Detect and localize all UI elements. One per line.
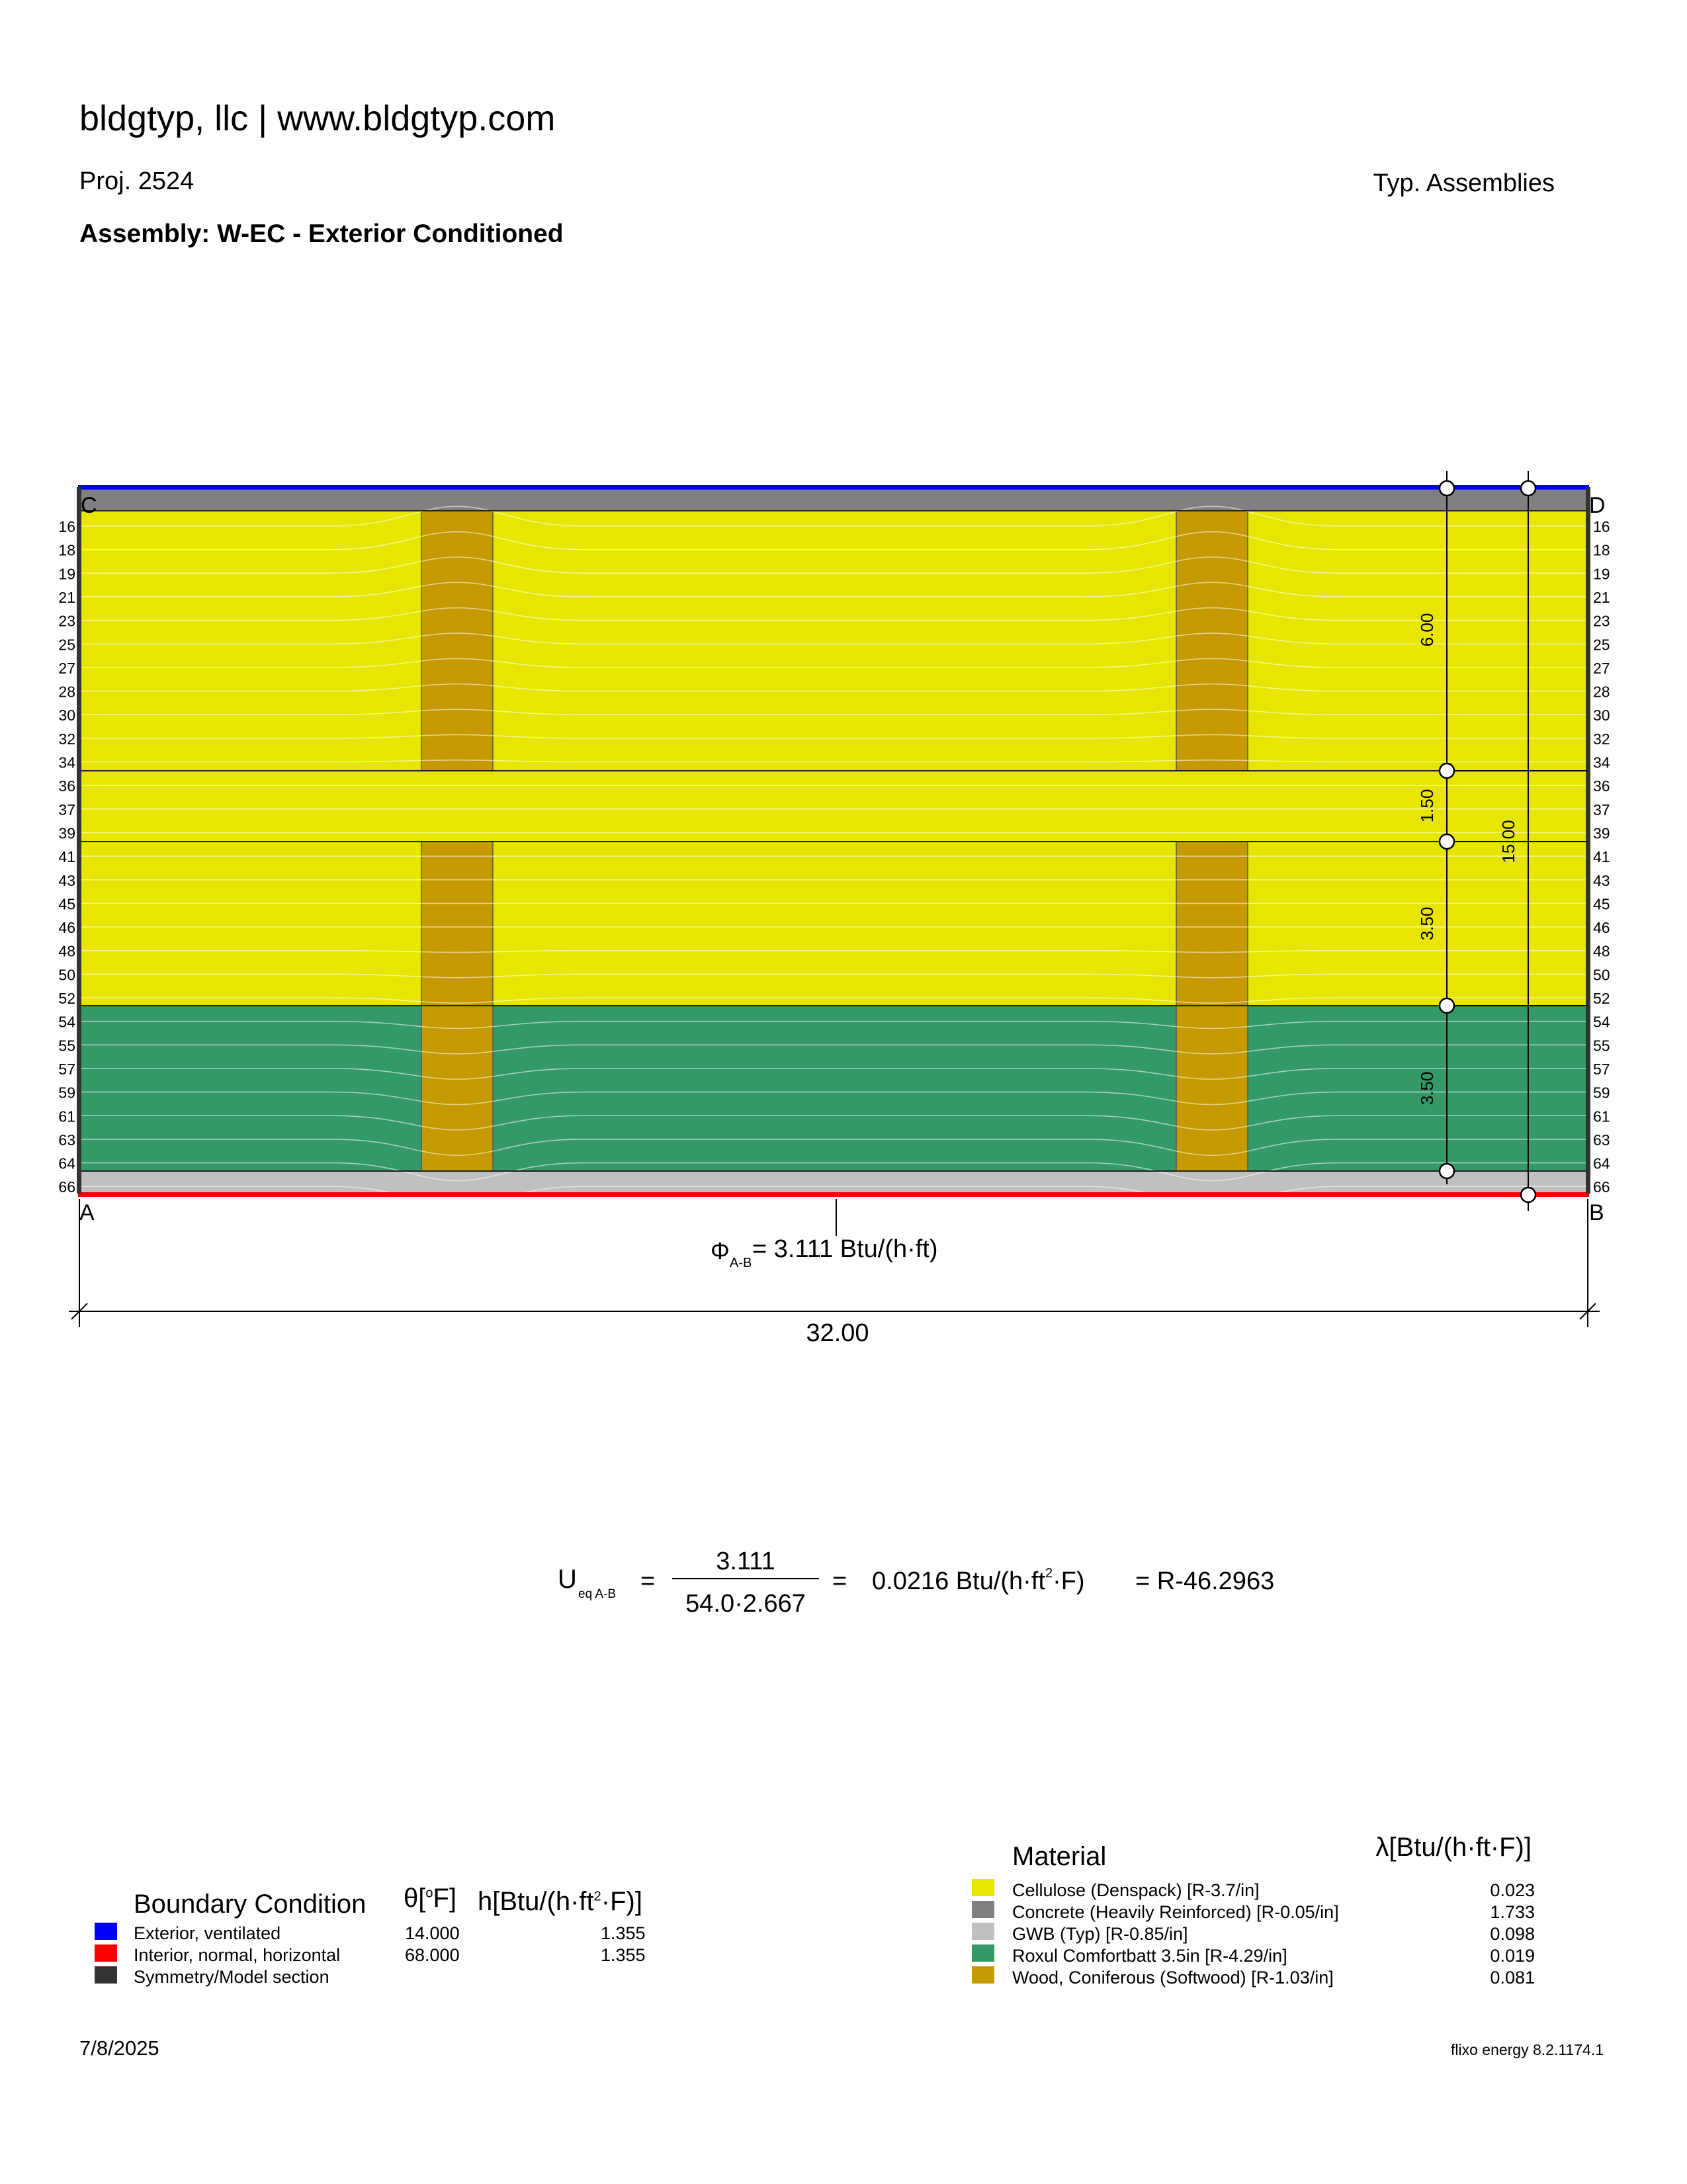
corner-label-a: A [79, 1200, 95, 1225]
dim-roxul: 3.50 [1417, 1071, 1437, 1106]
material-swatch-roxul [972, 1944, 994, 1962]
isotherm-label: 34 [1593, 754, 1610, 771]
material-lambda-wood: 0.081 [1490, 1968, 1535, 1987]
u-value-end: ·F) [1053, 1567, 1085, 1595]
isotherm-label: 18 [1593, 541, 1610, 559]
isotherm-label: 27 [1593, 659, 1610, 677]
isotherm-label: 28 [58, 683, 75, 701]
isotherm-label: 18 [58, 541, 75, 559]
isotherm-label: 34 [58, 754, 75, 771]
isotherm-label: 21 [58, 588, 75, 606]
isotherm-label: 28 [1593, 683, 1610, 701]
equals-sign-1: = [640, 1567, 656, 1595]
gwb-layer [79, 1171, 1588, 1194]
exterior-boundary-line [78, 485, 1589, 490]
isotherm-label: 19 [1593, 565, 1610, 583]
dim-total-thickness: 15.00 [1498, 820, 1518, 863]
isotherm-label: 36 [1593, 777, 1610, 795]
h-header [478, 1887, 642, 1917]
denominator: 54.0·2.667 [685, 1590, 806, 1618]
isotherm-label: 46 [58, 919, 75, 937]
isotherm-label: 50 [1593, 966, 1610, 984]
heat-flow-symbol: Φ [711, 1237, 730, 1264]
isotherm-label: 19 [58, 565, 75, 583]
isotherm-label: 64 [1593, 1155, 1610, 1172]
boundary-theta-exterior: 14.000 [405, 1923, 460, 1943]
boundary-h-interior: 1.355 [601, 1945, 646, 1965]
boundary-swatch-symmetry [95, 1966, 117, 1984]
isotherm-label: 57 [1593, 1060, 1610, 1078]
corner-label-c: C [81, 493, 97, 518]
isotherm-label: 59 [1593, 1084, 1610, 1102]
isotherm-label: 61 [1593, 1108, 1610, 1125]
report-date: 7/8/2025 [79, 2036, 159, 2060]
boundary-name-interior: Interior, normal, horizontal [134, 1945, 341, 1965]
isotherm-label: 43 [58, 871, 75, 889]
software-version: flixo energy 8.2.1174.1 [1450, 2041, 1604, 2058]
assembly-title: Assembly: W-EC - Exterior Conditioned [79, 220, 564, 248]
material-swatch-gwb [972, 1923, 994, 1940]
material-name-gwb: GWB (Typ) [R-0.85/in] [1012, 1924, 1188, 1944]
isotherm-label: 41 [58, 848, 75, 866]
dim-cellulose-inner: 3.50 [1417, 906, 1437, 941]
isotherm-label: 63 [1593, 1131, 1610, 1149]
boundary-name-symmetry: Symmetry/Model section [134, 1967, 329, 1987]
boundary-swatch-exterior [95, 1923, 117, 1940]
material-name-concrete: Concrete (Heavily Reinforced) [R-0.05/in] [1012, 1902, 1339, 1922]
boundary-h-exterior: 1.355 [601, 1923, 646, 1943]
isotherm-label: 55 [58, 1037, 75, 1055]
wood-stud-upper-1 [421, 511, 493, 771]
wood-stud-upper-2 [1176, 511, 1248, 771]
isotherm-label: 54 [1593, 1013, 1610, 1031]
isotherm-label: 46 [1593, 919, 1610, 937]
theta-header-sup: o [425, 1886, 433, 1901]
material-swatch-wood [972, 1966, 994, 1984]
material-lambda-cellulose: 0.023 [1490, 1880, 1535, 1900]
isotherm-label: 54 [58, 1013, 75, 1031]
h-header-end: ·F)] [601, 1887, 642, 1916]
material-name-cellulose: Cellulose (Denspack) [R-3.7/in] [1012, 1880, 1260, 1900]
h-header-main: h[Btu/(h·ft [478, 1887, 594, 1916]
isotherm-label: 37 [1593, 801, 1610, 818]
isotherm-label: 32 [58, 730, 75, 748]
cellulose-layer [79, 511, 1588, 1006]
isotherm-label: 59 [58, 1084, 75, 1102]
roxul-layer [79, 1006, 1588, 1171]
symmetry-boundary-left [77, 487, 81, 1194]
company-name: bldgtyp, llc | www.bldgtyp.com [79, 99, 556, 138]
u-value-equation [558, 1548, 1274, 1618]
report-category: Typ. Assemblies [1373, 169, 1555, 197]
isotherm-label: 30 [58, 707, 75, 724]
theta-header-main: θ[ [404, 1884, 426, 1913]
isotherm-label: 39 [58, 824, 75, 842]
material-name-wood: Wood, Coniferous (Softwood) [R-1.03/in] [1012, 1968, 1334, 1987]
u-subscript: eq A-B [578, 1587, 617, 1601]
heat-flow-subscript: A-B [730, 1256, 752, 1270]
isotherm-label: 48 [1593, 942, 1610, 960]
boundary-theta-interior: 68.000 [405, 1945, 460, 1965]
isotherm-label: 45 [58, 895, 75, 913]
isotherm-label: 25 [58, 636, 75, 654]
isotherm-label: 16 [1593, 518, 1610, 535]
material-lambda-roxul: 0.019 [1490, 1946, 1535, 1966]
symmetry-boundary-right [1586, 487, 1590, 1194]
width-dimension-label: 32.00 [806, 1319, 869, 1347]
isotherm-label: 43 [1593, 871, 1610, 889]
isotherm-label: 36 [58, 777, 75, 795]
boundary-legend-title: Boundary Condition [134, 1890, 367, 1919]
r-value: = R-46.2963 [1135, 1567, 1275, 1595]
concrete-layer [79, 488, 1588, 511]
material-legend-title: Material [1012, 1842, 1107, 1871]
isotherm-label: 23 [1593, 612, 1610, 630]
isotherm-label: 57 [58, 1060, 75, 1078]
isotherm-label: 48 [58, 942, 75, 960]
theta-header [404, 1884, 456, 1913]
corner-label-d: D [1589, 493, 1606, 518]
dim-cellulose-outer: 6.00 [1417, 613, 1437, 647]
u-value-superscript: 2 [1045, 1566, 1053, 1581]
isotherm-label: 63 [58, 1131, 75, 1149]
isotherm-labels-right [1593, 518, 1610, 1196]
material-swatch-cellulose [972, 1879, 994, 1896]
isotherm-label: 37 [58, 801, 75, 818]
material-name-roxul: Roxul Comfortbatt 3.5in [R-4.29/in] [1012, 1946, 1287, 1966]
isotherm-label: 64 [58, 1155, 75, 1172]
isotherm-label: 32 [1593, 730, 1610, 748]
isotherm-label: 27 [58, 659, 75, 677]
isotherm-label: 39 [1593, 824, 1610, 842]
boundary-swatch-interior [95, 1944, 117, 1962]
isotherm-label: 66 [58, 1178, 75, 1196]
project-number: Proj. 2524 [79, 167, 195, 195]
corner-label-b: B [1589, 1200, 1604, 1225]
u-value [872, 1566, 1085, 1595]
h-header-sup: 2 [593, 1889, 601, 1904]
equals-sign-2: = [832, 1567, 847, 1595]
isotherm-label: 16 [58, 518, 75, 535]
dim-cellulose-mid: 1.50 [1417, 789, 1437, 823]
material-lambda-gwb: 0.098 [1490, 1924, 1535, 1944]
material-swatch-concrete [972, 1901, 994, 1918]
isotherm-label: 25 [1593, 636, 1610, 654]
isotherm-label: 50 [58, 966, 75, 984]
isotherm-label: 61 [58, 1108, 75, 1125]
isotherm-label: 23 [58, 612, 75, 630]
lambda-header: λ[Btu/(h·ft·F)] [1375, 1833, 1532, 1862]
numerator: 3.111 [716, 1548, 775, 1575]
material-lambda-concrete: 1.733 [1490, 1902, 1535, 1922]
u-symbol: U [558, 1565, 577, 1594]
width-dimension-line [69, 1199, 1600, 1327]
isotherm-label: 52 [1593, 990, 1610, 1007]
isotherm-label: 52 [58, 990, 75, 1007]
isotherm-label: 30 [1593, 707, 1610, 724]
boundary-name-exterior: Exterior, ventilated [134, 1923, 281, 1943]
interior-boundary-line [78, 1192, 1589, 1197]
isotherm-label: 41 [1593, 848, 1610, 866]
isotherm-label: 66 [1593, 1178, 1610, 1196]
isotherm-label: 45 [1593, 895, 1610, 913]
isotherm-label: 21 [1593, 588, 1610, 606]
isotherm-labels-left [58, 518, 75, 1196]
isotherm-label: 55 [1593, 1037, 1610, 1055]
u-value-main: 0.0216 Btu/(h·ft [872, 1567, 1045, 1595]
theta-header-end: F] [433, 1884, 457, 1913]
heat-flow-value: = 3.111 Btu/(h·ft) [752, 1235, 938, 1263]
